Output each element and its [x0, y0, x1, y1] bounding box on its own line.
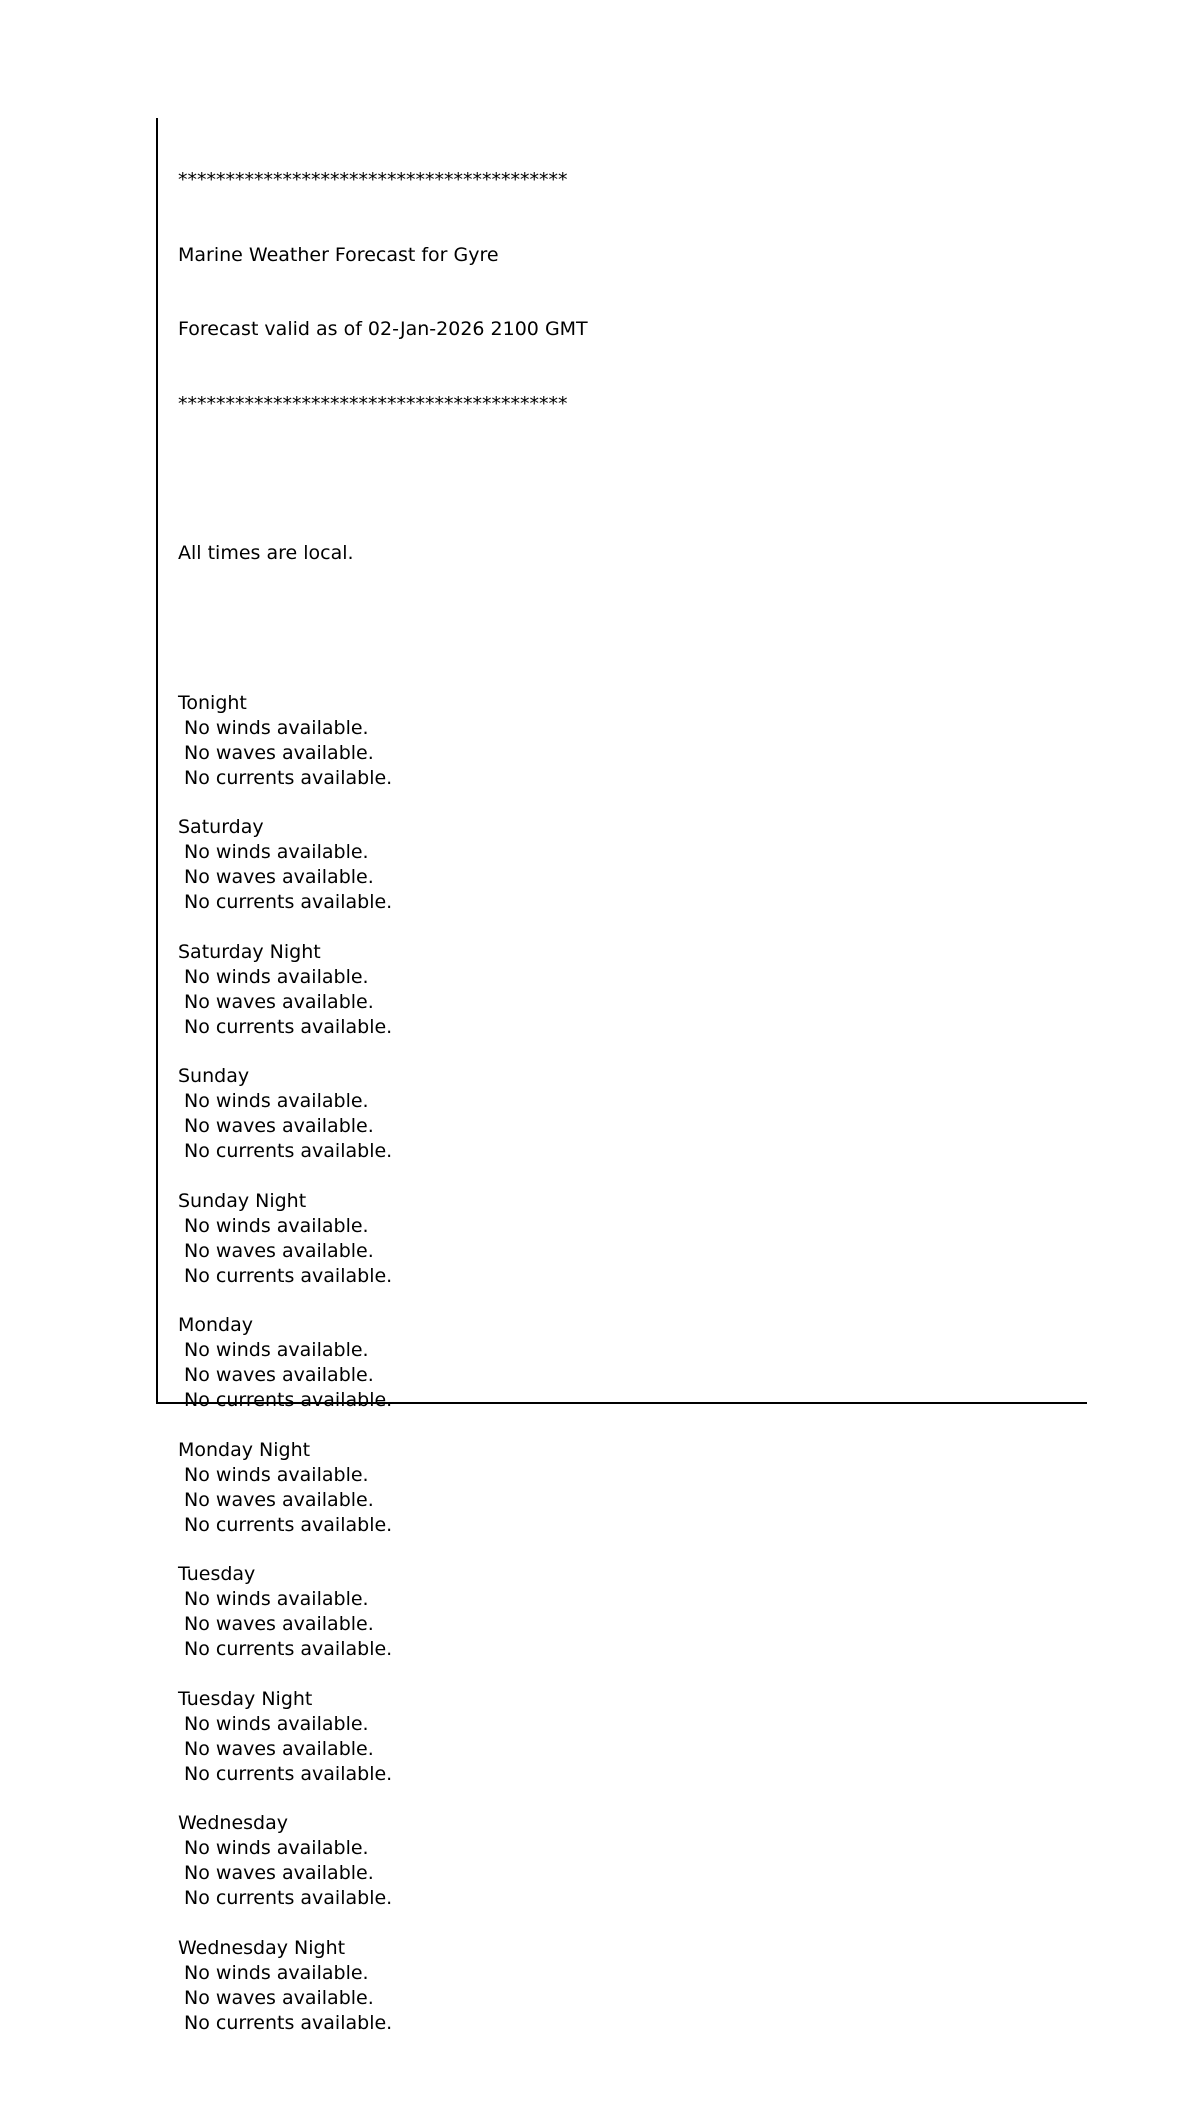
blank-line [178, 1289, 588, 1314]
blank-line [178, 1164, 588, 1189]
divider-top: ***************************************** [178, 168, 568, 191]
blank-line [178, 1787, 588, 1812]
period-heading: Wednesday [178, 1812, 289, 1835]
forecast-detail-line: No currents available. [178, 1762, 393, 1785]
forecast-detail-line: No waves available. [178, 1115, 374, 1138]
blank-line [178, 467, 588, 492]
forecast-section [178, 691, 588, 816]
forecast-detail-line: No currents available. [178, 1513, 393, 1536]
forecast-section [178, 1313, 588, 1438]
period-heading: Tuesday [178, 1563, 256, 1586]
forecast-text [178, 118, 588, 2110]
forecast-detail-line: No winds available. [178, 1339, 369, 1362]
period-heading: Sunday [178, 1065, 250, 1088]
period-heading: Wednesday Night [178, 1936, 346, 1959]
forecast-detail-line: No waves available. [178, 1364, 374, 1387]
blank-line [178, 1662, 588, 1687]
forecast-title: Marine Weather Forecast for Gyre [178, 243, 499, 266]
period-heading: Saturday [178, 816, 264, 839]
blank-line [178, 1413, 588, 1438]
divider-after-title: ***************************************** [178, 392, 568, 415]
forecast-section [178, 1936, 588, 2061]
forecast-detail-line: No winds available. [178, 1090, 369, 1113]
forecast-valid-line: Forecast valid as of 02-Jan-2026 2100 GMT [178, 318, 588, 341]
forecast-section [178, 940, 588, 1065]
period-heading: Monday Night [178, 1438, 311, 1461]
period-heading: Tonight [178, 691, 247, 714]
blank-line [178, 1911, 588, 1936]
forecast-detail-line: No waves available. [178, 1239, 374, 1262]
forecast-detail-line: No winds available. [178, 1463, 369, 1486]
forecast-section [178, 1811, 588, 1936]
period-heading: Sunday Night [178, 1189, 307, 1212]
forecast-detail-line: No currents available. [178, 766, 393, 789]
forecast-section [178, 1189, 588, 1314]
forecast-detail-line: No winds available. [178, 1712, 369, 1735]
period-heading: Tuesday Night [178, 1687, 313, 1710]
period-heading: Monday [178, 1314, 254, 1337]
forecast-detail-line: No currents available. [178, 1015, 393, 1038]
forecast-detail-line: No winds available. [178, 841, 369, 864]
blank-line [178, 915, 588, 940]
forecast-detail-line: No currents available. [178, 2011, 393, 2034]
blank-line [178, 1039, 588, 1064]
forecast-detail-line: No waves available. [178, 1613, 374, 1636]
blank-line [178, 616, 588, 641]
forecast-detail-line: No winds available. [178, 965, 369, 988]
forecast-section [178, 815, 588, 940]
forecast-detail-line: No winds available. [178, 1837, 369, 1860]
forecast-sections [178, 691, 588, 2061]
forecast-detail-line: No winds available. [178, 1961, 369, 1984]
forecast-section [178, 1562, 588, 1687]
forecast-section [178, 1438, 588, 1563]
forecast-detail-line: No winds available. [178, 716, 369, 739]
blank-line [178, 1538, 588, 1563]
forecast-detail-line: No waves available. [178, 866, 374, 889]
forecast-section [178, 1064, 588, 1189]
forecast-detail-line: No waves available. [178, 741, 374, 764]
forecast-section [178, 1687, 588, 1812]
forecast-detail-line: No currents available. [178, 1638, 393, 1661]
blank-line [178, 790, 588, 815]
forecast-detail-line: No waves available. [178, 1488, 374, 1511]
forecast-detail-line: No waves available. [178, 1862, 374, 1885]
forecast-detail-line: No currents available. [178, 1389, 393, 1412]
forecast-detail-line: No winds available. [178, 1214, 369, 1237]
blank-line [178, 2036, 588, 2061]
forecast-detail-line: No currents available. [178, 1140, 393, 1163]
forecast-detail-line: No waves available. [178, 1737, 374, 1760]
forecast-detail-line: No currents available. [178, 891, 393, 914]
forecast-detail-line: No currents available. [178, 1887, 393, 1910]
forecast-detail-line: No winds available. [178, 1588, 369, 1611]
period-heading: Saturday Night [178, 940, 321, 963]
forecast-detail-line: No waves available. [178, 990, 374, 1013]
forecast-detail-line: No waves available. [178, 1986, 374, 2009]
times-note: All times are local. [178, 542, 354, 565]
forecast-detail-line: No currents available. [178, 1264, 393, 1287]
